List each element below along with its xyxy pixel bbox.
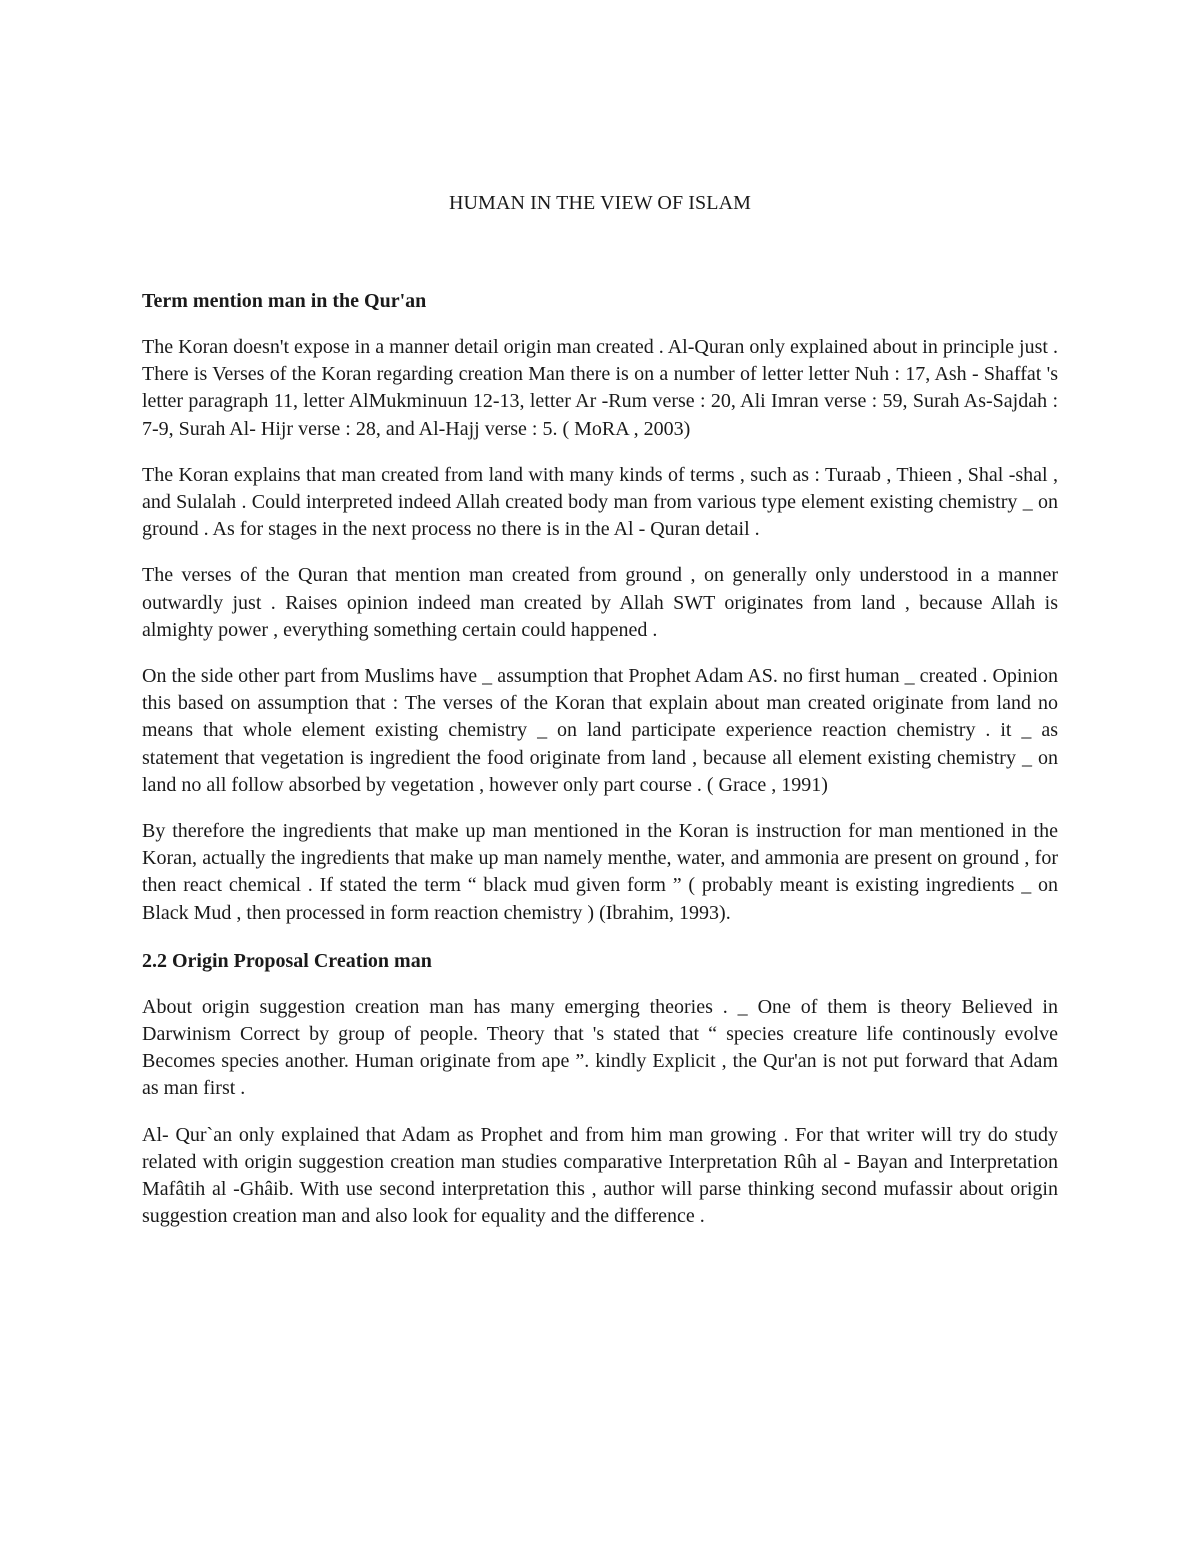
paragraph: By therefore the ingredients that make up man mentioned in the Koran is instruction for man mentioned in the Koran, actually the ingredients that make up man namely menthe, water, and ammonia are present on ground , for then react chemical . If stated the term “ black mud given form ” ( probably meant is existing ingredients _ on Black Mud , then processed in form reaction chemistry ) (Ibrahim, 1993). xyxy=(142,820,1058,924)
section-heading-term-mention: Term mention man in the Qur'an xyxy=(142,290,427,312)
document-body xyxy=(142,188,1058,1230)
paragraph: The verses of the Quran that mention man created from ground , on generally only understood in a manner outwardly just . Raises opinion indeed man created by Allah SWT originates from land , because Allah is almighty power , everything something certain could happened . xyxy=(142,564,1058,641)
section-heading-origin-proposal: 2.2 Origin Proposal Creation man xyxy=(142,949,432,972)
paragraph: On the side other part from Muslims have _ assumption that Prophet Adam AS. no first human _ created . Opinion this based on assumption that : The verses of the Koran that explain about man created originate from land no means that whole element existing chemistry _ on land participate experience reaction chemistry . it _ as statement that vegetation is ingredient the food originate from land , because all element existing chemistry _ on land no all follow absorbed by vegetation , however only part course . ( Grace , 1991) xyxy=(142,665,1058,796)
paragraph: About origin suggestion creation man has many emerging theories . _ One of them is theory Believed in Darwinism Correct by group of people. Theory that 's stated that “ species creature life continously evolve Becomes species another. Human originate from ape ”. kindly Explicit , the Qur'an is not put forward that Adam as man first . xyxy=(142,995,1058,1100)
paragraph: The Koran explains that man created from land with many kinds of terms , such as : Turaab , Thieen , Shal -shal , and Sulalah . Could interpreted indeed Allah created body man from various type element existing chemistry _ on ground . As for stages in the next process no there is in the Al - Quran detail . xyxy=(142,463,1058,541)
document-title: HUMAN IN THE VIEW OF ISLAM xyxy=(448,192,752,214)
paragraph: The Koran doesn't expose in a manner detail origin man created . Al-Quran only explained about in principle just . There is Verses of the Koran regarding creation Man there is on a number of letter letter Nuh : 17, Ash - Shaffat 's letter paragraph 11, letter AlMukminuun 12-13, letter Ar -Rum verse : 20, Ali Imran verse : 59, Surah As-Sajdah : 7-9, Surah Al- Hijr verse : 28, and Al-Hajj verse : 5. ( MoRA , 2003) xyxy=(142,336,1058,440)
paragraph: Al- Qur`an only explained that Adam as Prophet and from him man growing . For that writer will try do study related with origin suggestion creation man studies comparative Interpretation Rûh al - Bayan and Interpretation Mafâtih al -Ghâib. With use second interpretation this , author will parse thinking second mufassir about origin suggestion creation man and also look for equality and the difference . xyxy=(142,1123,1058,1228)
